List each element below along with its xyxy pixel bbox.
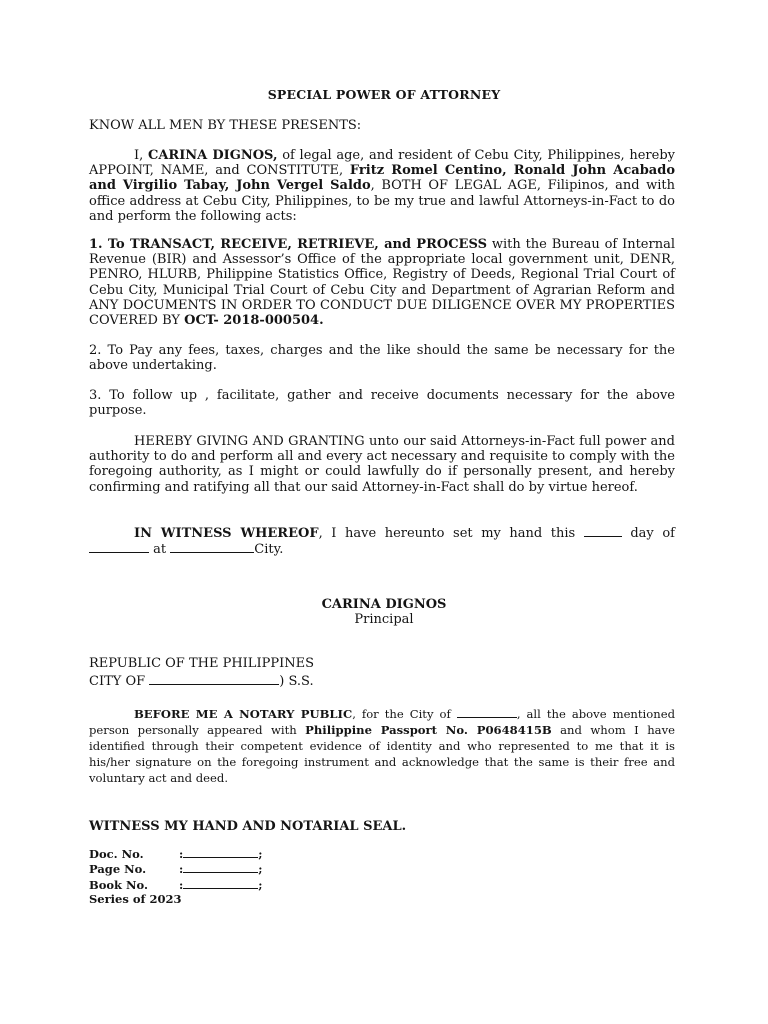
opening-line: KNOW ALL MEN BY THESE PRESENTS:: [89, 118, 362, 133]
venue-republic: REPUBLIC OF THE PHILIPPINES: [89, 656, 314, 671]
page-number-line: Page No. : ;: [89, 862, 263, 876]
notary-city-blank: [457, 706, 517, 718]
page-number-blank: [183, 861, 258, 873]
granting-paragraph: HEREBY GIVING AND GRANTING unto our said Attorneys-in-Fact full power and authority to do and perform all and every act necessary and requisite to comply with the foregoing authority, as I might or could lawfully do if personally present, and hereby confirming and ratifying all that our said Attorney-in-Fact shall do by virtue hereof.: [89, 434, 675, 495]
notary-acknowledgment: BEFORE ME A NOTARY PUBLIC, for the City of , all the above mentioned person personally appeared with Philippine Passport No. P0648415B and whom I have identified through their competent evidence of identity and who represented to me that it is his/her signature on the foregoing instrument and acknowledge that the same is their free and voluntary act and deed.: [89, 707, 675, 785]
doc-number-line: Doc. No. : ;: [89, 847, 263, 861]
appointment-paragraph: I, CARINA DIGNOS, of legal age, and resident of Cebu City, Philippines, hereby APPOINT, NAME, and CONSTITUTE, Fritz Romel Centino, Ronald John Acabado and Virgilio Tabay, John Vergel Saldo, BOTH OF LEGAL AGE, Filipinos, and with office address at Cebu City, Philippines, to be my true and lawful Attorneys-in-Fact to do and perform the following acts:: [89, 148, 675, 224]
signatory-name: CARINA DIGNOS: [321, 597, 447, 612]
act-item-1: 1. To TRANSACT, RECEIVE, RETRIEVE, and PROCESS with the Bureau of Internal Revenue (BIR) and Assessor’s Office of the appropriate local government unit, DENR, PENRO, HLURB, Philippine Statistics Office, Registry of Deeds, Regional Trial Court of Cebu City, Municipal Trial Court of Cebu City and Department of Agrarian Reform and ANY DOCUMENTS IN ORDER TO CONDUCT DUE DILIGENCE OVER MY PROPERTIES COVERED BY OCT- 2018-000504.: [89, 237, 675, 329]
venue-city-blank: [149, 673, 279, 685]
day-blank: [584, 525, 622, 537]
month-blank: [89, 541, 149, 553]
book-number-line: Book No. : ;: [89, 878, 263, 892]
principal-name: CARINA DIGNOS,: [147, 148, 278, 163]
signatory-role: Principal: [354, 612, 414, 627]
doc-number-blank: [183, 846, 258, 858]
document-title: SPECIAL POWER OF ATTORNEY: [267, 87, 501, 102]
passport-number: Philippine Passport No. P0648415B: [305, 723, 552, 737]
venue-city: CITY OF ) S.S.: [89, 674, 314, 689]
oct-number: OCT- 2018-000504.: [184, 313, 324, 329]
witness-whereof-paragraph: IN WITNESS WHEREOF, I have hereunto set my hand this day of at City.: [89, 525, 675, 557]
book-number-blank: [183, 877, 258, 889]
series-line: Series of 2023: [89, 892, 182, 906]
witness-seal-line: WITNESS MY HAND AND NOTARIAL SEAL.: [89, 819, 407, 834]
act-item-2: 2. To Pay any fees, taxes, charges and the like should the same be necessary for the above undertaking.: [89, 343, 675, 374]
act-item-3: 3. To follow up , facilitate, gather and receive documents necessary for the above purpose.: [89, 388, 675, 419]
act-verbs: TRANSACT, RECEIVE, RETRIEVE, and PROCESS: [129, 237, 487, 252]
city-blank: [170, 541, 254, 553]
attorneys-names: Fritz Romel Centino, Ronald John Acabado and Virgilio Tabay, John Vergel Saldo: [89, 163, 675, 194]
